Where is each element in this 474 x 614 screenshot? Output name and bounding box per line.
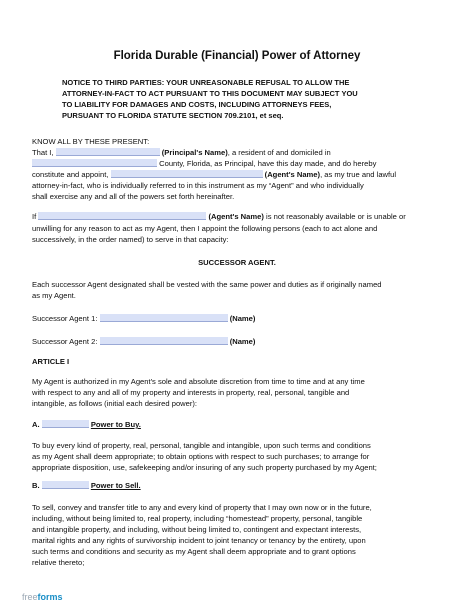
principal-name-label: (Principal's Name) <box>161 148 228 157</box>
successor-agent-2-label: Successor Agent 2: <box>32 337 98 346</box>
successor-agent-1-label: Successor Agent 1: <box>32 314 98 323</box>
successor-agent-2-row <box>32 337 255 347</box>
successor-agent-1-field[interactable] <box>100 314 228 322</box>
successor-vested-line-2: as my Agent. <box>32 291 76 300</box>
intro-line-1 <box>32 148 331 158</box>
article-text-line-1: My Agent is authorized in my Agent's sole and absolute discretion from time to time and at any time <box>32 377 365 386</box>
notice-line: ATTORNEY-IN-FACT TO ACT PURSUANT TO THIS DOCUMENT MAY SUBJECT YOU <box>62 89 358 98</box>
power-b-text-line-5: such terms and conditions and security as my Agent shall deem appropriate and to grant options <box>32 547 356 556</box>
power-b-title: Power to Sell. <box>90 481 141 490</box>
notice-line: TO LIABILITY FOR DAMAGES AND COSTS, INCLUDING ATTORNEYS FEES, <box>62 100 332 109</box>
successor-vested-line-1: Each successor Agent designated shall be vested with the same power and duties as if originally named <box>32 280 382 289</box>
notice-line: PURSUANT TO FLORIDA STATUTE SECTION 709.2101, et seq. <box>62 111 284 120</box>
power-a-initial-field[interactable] <box>42 420 89 428</box>
that-i-text: That I, <box>32 148 54 157</box>
logo-forms-text: forms <box>37 592 63 602</box>
successor-agent-1-row <box>32 314 255 324</box>
power-a-text-line-2: as my Agent shall deem appropriate; to obtain options with respect to such purchases; to arrange for <box>32 452 370 461</box>
intro-line-4: attorney-in-fact, who is individually referred to in this instrument as my “Agent” and who individually <box>32 181 364 190</box>
successor-para-line-1 <box>32 212 406 222</box>
intro-line-5: shall exercise any and all of the powers set forth hereinafter. <box>32 192 235 201</box>
know-all-heading: KNOW ALL BY THESE PRESENT: <box>32 137 150 146</box>
third-party-notice <box>62 77 358 121</box>
if-text: If <box>32 212 37 221</box>
power-b-letter: B. <box>32 481 40 490</box>
agent-name-label: (Agent's Name) <box>208 212 264 221</box>
power-a-text-line-1: To buy every kind of property, real, personal, tangible and intangible, upon such terms and conditions <box>32 441 371 450</box>
agent-name-label: (Agent's Name) <box>264 170 321 179</box>
successor-para-line-2: unwilling for any reason to act as my Agent, then I appoint the following persons (each to act alone and <box>32 224 378 233</box>
power-a-text-line-3: appropriate disposition, use, safekeeping and/or insuring of any such property purchased by my Agent; <box>32 463 377 472</box>
successor-agent-2-field[interactable] <box>100 337 228 345</box>
county-field[interactable] <box>32 159 157 167</box>
power-b-text-line-4: marital rights and any rights of survivorship incident to joint tenancy or tenancy by the entirety, upon <box>32 536 366 545</box>
power-a-title: Power to Buy. <box>90 420 141 429</box>
intro-line-2 <box>32 159 376 169</box>
unavailable-text: is not reasonably available or is unable or <box>263 212 406 221</box>
logo-free-text: free <box>22 592 38 602</box>
power-b-text-line-2: including, without being limited to, real property, including “homestead” property, personal, tangible <box>32 514 363 523</box>
article-text-line-3: intangible, as follows (initial each desired power): <box>32 399 198 408</box>
document-title: Florida Durable (Financial) Power of Attorney <box>113 50 361 62</box>
county-text: County, Florida, as Principal, have this day made, and do hereby <box>159 159 377 168</box>
article-heading: ARTICLE I <box>32 357 70 366</box>
successor-agent-2-name-label: (Name) <box>229 337 256 346</box>
successor-para-line-3: successively, in the order named) to serve in that capacity: <box>32 235 229 244</box>
principal-name-field[interactable] <box>56 148 160 156</box>
power-b-text-line-6: relative thereto; <box>32 558 85 567</box>
power-a-row <box>32 420 141 430</box>
freeforms-logo <box>22 592 63 602</box>
constitute-text: constitute and appoint, <box>32 170 109 179</box>
true-lawful-text: , as my true and lawful <box>320 170 397 179</box>
power-b-text-line-3: and intangible property, and including, without being limited to, contingent and expectant interests, <box>32 525 362 534</box>
power-b-row <box>32 481 141 491</box>
power-b-initial-field[interactable] <box>42 481 89 489</box>
power-a-letter: A. <box>32 420 40 429</box>
notice-line: NOTICE TO THIRD PARTIES: YOUR UNREASONABLE REFUSAL TO ALLOW THE <box>62 78 350 87</box>
agent-name-field[interactable] <box>111 170 263 178</box>
unavailable-agent-field[interactable] <box>38 212 206 220</box>
power-b-text-line-1: To sell, convey and transfer title to any and every kind of property that I may own now or in the future, <box>32 503 372 512</box>
successor-agent-1-name-label: (Name) <box>229 314 256 323</box>
resident-text: , a resident of and domiciled in <box>227 148 331 157</box>
intro-line-3 <box>32 170 396 180</box>
successor-agent-heading: SUCCESSOR AGENT. <box>198 258 276 267</box>
article-text-line-2: with respect to any and all of my property and interests in property, real, personal, tangible and <box>32 388 350 397</box>
